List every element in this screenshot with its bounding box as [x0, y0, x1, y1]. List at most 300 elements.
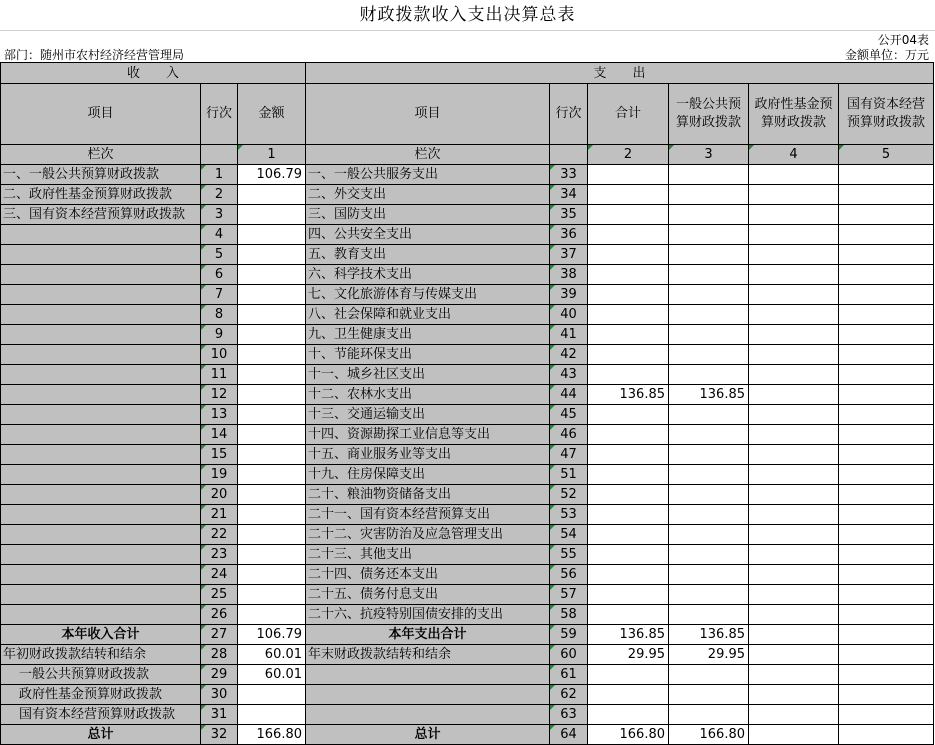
expense-line-cell: 37	[550, 245, 588, 265]
expense-line-cell: 46	[550, 425, 588, 445]
col-general-budget: 一般公共预算财政拨款	[669, 84, 749, 145]
expense-general-cell[interactable]	[669, 525, 749, 545]
expense-total-cell[interactable]	[588, 425, 669, 445]
blank-cell[interactable]	[839, 705, 934, 725]
income-item-cell	[1, 505, 201, 525]
expense-state-capital-cell[interactable]	[839, 405, 934, 425]
expense-item-cell: 一、一般公共服务支出	[306, 165, 550, 185]
income-item-cell	[1, 245, 201, 265]
expense-state-capital-cell[interactable]	[839, 445, 934, 465]
expense-general-cell[interactable]	[669, 365, 749, 385]
income-line-cell: 9	[201, 325, 238, 345]
expense-total-cell[interactable]	[588, 405, 669, 425]
table-row	[1, 445, 934, 465]
income-item-cell	[1, 605, 201, 625]
expense-total-cell[interactable]	[588, 485, 669, 505]
expense-item-cell: 八、社会保障和就业支出	[306, 305, 550, 325]
income-line-cell: 13	[201, 405, 238, 425]
income-line-cell: 14	[201, 425, 238, 445]
table-row	[1, 605, 934, 625]
table-row	[1, 485, 934, 505]
expense-gov-fund-cell[interactable]	[749, 225, 839, 245]
expense-item-cell: 七、文化旅游体育与传媒支出	[306, 285, 550, 305]
expense-state-capital-cell[interactable]	[839, 205, 934, 225]
expense-total-cell[interactable]	[588, 325, 669, 345]
income-total-label: 本年收入合计	[1, 625, 201, 645]
expense-item-cell: 六、科学技术支出	[306, 265, 550, 285]
expense-state-capital-cell[interactable]	[839, 545, 934, 565]
income-item-cell	[1, 485, 201, 505]
expense-state-capital-cell[interactable]	[839, 325, 934, 345]
expense-total-line: 59	[550, 625, 588, 645]
table-row	[1, 265, 934, 285]
table-row	[1, 345, 934, 365]
expense-total-cell[interactable]	[588, 185, 669, 205]
end-gov-fund-line: 62	[550, 685, 588, 705]
expense-item-cell: 十二、农林水支出	[306, 385, 550, 405]
income-line-cell: 8	[201, 305, 238, 325]
income-line-cell: 11	[201, 365, 238, 385]
column-label-expense: 栏次	[306, 145, 550, 165]
expense-item-cell: 二十五、债务付息支出	[306, 585, 550, 605]
expense-item-cell: 二十四、债务还本支出	[306, 565, 550, 585]
expense-general-cell[interactable]	[669, 565, 749, 585]
expense-gov-fund-cell[interactable]	[749, 265, 839, 285]
col-line-income: 行次	[201, 84, 238, 145]
expense-item-cell: 五、教育支出	[306, 245, 550, 265]
expense-total-cell[interactable]	[588, 365, 669, 385]
expense-gov-fund-cell[interactable]	[749, 505, 839, 525]
expense-line-cell: 40	[550, 305, 588, 325]
expense-general-cell[interactable]	[669, 185, 749, 205]
income-item-cell: 一、一般公共预算财政拨款	[1, 165, 201, 185]
income-item-cell	[1, 265, 201, 285]
expense-line-cell: 54	[550, 525, 588, 545]
expense-line-cell: 42	[550, 345, 588, 365]
expense-state-capital-cell[interactable]	[839, 425, 934, 445]
expense-total-cell[interactable]	[588, 505, 669, 525]
grand-expense-line: 64	[550, 725, 588, 745]
expense-line-cell: 51	[550, 465, 588, 485]
table-row	[1, 305, 934, 325]
income-item-cell: 二、政府性基金预算财政拨款	[1, 185, 201, 205]
expense-general-cell[interactable]	[669, 305, 749, 325]
income-header: 收 入	[1, 63, 306, 84]
income-total-amount[interactable]: 106.79	[238, 625, 306, 645]
expense-state-capital-cell[interactable]	[839, 525, 934, 545]
begin-state-capital-amount[interactable]	[238, 705, 306, 725]
income-item-cell	[1, 225, 201, 245]
expense-state-capital-cell[interactable]	[839, 605, 934, 625]
income-item-cell	[1, 305, 201, 325]
income-amount-cell[interactable]	[238, 425, 306, 445]
table-row	[1, 525, 934, 545]
income-amount-cell[interactable]	[238, 385, 306, 405]
col-item-income: 项目	[1, 84, 201, 145]
expense-line-cell: 39	[550, 285, 588, 305]
blank-cell[interactable]	[588, 665, 669, 685]
expense-total-cell[interactable]	[588, 445, 669, 465]
expense-total-cell[interactable]	[588, 605, 669, 625]
column-label-income: 栏次	[1, 145, 201, 165]
expense-gov-fund-cell[interactable]	[749, 585, 839, 605]
expense-line-cell: 35	[550, 205, 588, 225]
grand-total-amount[interactable]: 166.80	[238, 725, 306, 745]
income-item-cell	[1, 565, 201, 585]
expense-total-cell[interactable]	[588, 345, 669, 365]
table-row	[1, 365, 934, 385]
blank-cell[interactable]	[669, 685, 749, 705]
table-row	[1, 405, 934, 425]
expense-total-cell[interactable]	[588, 205, 669, 225]
income-line-cell: 19	[201, 465, 238, 485]
expense-general-cell[interactable]	[669, 405, 749, 425]
income-item-cell	[1, 345, 201, 365]
table-row	[1, 385, 934, 405]
income-line-cell: 2	[201, 185, 238, 205]
expense-general-cell[interactable]	[669, 465, 749, 485]
blank-cell[interactable]	[749, 665, 839, 685]
begin-gov-fund-amount[interactable]	[238, 685, 306, 705]
begin-state-capital-line: 31	[201, 705, 238, 725]
expense-total-cell[interactable]	[588, 585, 669, 605]
expense-gov-fund-cell[interactable]	[749, 485, 839, 505]
expense-item-cell: 二十一、国有资本经营预算支出	[306, 505, 550, 525]
column-number: 1	[238, 145, 306, 165]
summary-row	[1, 725, 934, 745]
income-line-cell: 23	[201, 545, 238, 565]
expense-gov-fund-cell[interactable]	[749, 165, 839, 185]
blank-cell[interactable]	[749, 705, 839, 725]
expense-total-cell[interactable]	[588, 225, 669, 245]
expense-line-cell: 45	[550, 405, 588, 425]
income-amount-cell[interactable]	[238, 525, 306, 545]
expense-general-cell[interactable]	[669, 585, 749, 605]
expense-state-capital-cell[interactable]	[839, 305, 934, 325]
expense-general-cell[interactable]: 136.85	[669, 385, 749, 405]
expense-general-cell[interactable]	[669, 265, 749, 285]
expense-gov-fund-cell[interactable]	[749, 185, 839, 205]
expense-gov-fund-cell[interactable]	[749, 325, 839, 345]
expense-item-cell: 二十二、灾害防治及应急管理支出	[306, 525, 550, 545]
expense-state-capital-cell[interactable]	[839, 585, 934, 605]
carryover-end-line: 60	[550, 645, 588, 665]
expense-general-cell[interactable]	[669, 485, 749, 505]
expense-gov-fund-cell[interactable]	[749, 285, 839, 305]
report-title: 财政拨款收入支出决算总表	[359, 5, 576, 25]
expense-general-cell[interactable]	[669, 425, 749, 445]
grand-expense-gov-fund[interactable]	[749, 725, 839, 745]
income-amount-cell[interactable]	[238, 405, 306, 425]
income-line-cell: 10	[201, 345, 238, 365]
expense-state-capital-cell[interactable]	[839, 565, 934, 585]
begin-gov-fund-label: 政府性基金预算财政拨款	[1, 685, 201, 705]
expense-gov-fund-cell[interactable]	[749, 405, 839, 425]
income-line-cell: 12	[201, 385, 238, 405]
income-amount-cell[interactable]	[238, 585, 306, 605]
expense-item-cell: 二十三、其他支出	[306, 545, 550, 565]
grand-expense-general[interactable]: 166.80	[669, 725, 749, 745]
expense-general-cell[interactable]	[669, 505, 749, 525]
expense-item-cell: 二、外交支出	[306, 185, 550, 205]
income-line-cell: 4	[201, 225, 238, 245]
expense-state-capital-cell[interactable]	[839, 185, 934, 205]
end-state-capital-line: 63	[550, 705, 588, 725]
expense-state-capital-cell[interactable]	[839, 225, 934, 245]
income-amount-cell[interactable]: 106.79	[238, 165, 306, 185]
income-total-line: 27	[201, 625, 238, 645]
income-amount-cell[interactable]	[238, 185, 306, 205]
expense-total-cell[interactable]	[588, 465, 669, 485]
begin-gov-fund-line: 30	[201, 685, 238, 705]
table-row	[1, 285, 934, 305]
blank-cell[interactable]	[669, 705, 749, 725]
expense-general-cell[interactable]	[669, 605, 749, 625]
expense-gov-fund-cell[interactable]	[749, 425, 839, 445]
income-line-cell: 22	[201, 525, 238, 545]
income-line-cell: 26	[201, 605, 238, 625]
expense-total-label: 本年支出合计	[306, 625, 550, 645]
summary-row	[1, 665, 934, 685]
expense-general-cell[interactable]	[669, 205, 749, 225]
income-amount-cell[interactable]	[238, 285, 306, 305]
income-amount-cell[interactable]	[238, 345, 306, 365]
expense-line-cell: 44	[550, 385, 588, 405]
expense-state-capital-cell[interactable]	[839, 365, 934, 385]
expense-state-capital-cell[interactable]	[839, 505, 934, 525]
expense-general-cell[interactable]	[669, 165, 749, 185]
income-line-cell: 20	[201, 485, 238, 505]
income-line-cell: 15	[201, 445, 238, 465]
income-line-cell: 21	[201, 505, 238, 525]
income-amount-cell[interactable]	[238, 485, 306, 505]
expense-line-cell: 33	[550, 165, 588, 185]
grand-expense-total[interactable]: 166.80	[588, 725, 669, 745]
finance-table	[0, 62, 934, 745]
expense-line-cell: 58	[550, 605, 588, 625]
expense-total-gov-fund[interactable]	[749, 625, 839, 645]
carryover-end-general[interactable]: 29.95	[669, 645, 749, 665]
grand-expense-label: 总计	[306, 725, 550, 745]
table-row	[1, 565, 934, 585]
expense-line-cell: 47	[550, 445, 588, 465]
expense-item-cell: 四、公共安全支出	[306, 225, 550, 245]
table-row	[1, 425, 934, 445]
expense-line-cell: 43	[550, 365, 588, 385]
expense-line-cell: 53	[550, 505, 588, 525]
expense-state-capital-cell[interactable]	[839, 165, 934, 185]
carryover-end-state-capital[interactable]	[839, 645, 934, 665]
income-amount-cell[interactable]	[238, 205, 306, 225]
expense-gov-fund-cell[interactable]	[749, 545, 839, 565]
blank-cell	[306, 705, 550, 725]
blank-cell	[306, 665, 550, 685]
expense-gov-fund-cell[interactable]	[749, 245, 839, 265]
expense-general-cell[interactable]	[669, 285, 749, 305]
income-line-cell: 5	[201, 245, 238, 265]
end-general-budget-line: 61	[550, 665, 588, 685]
income-line-cell: 6	[201, 265, 238, 285]
expense-general-cell[interactable]	[669, 245, 749, 265]
expense-item-cell: 十四、资源勘探工业信息等支出	[306, 425, 550, 445]
income-amount-cell[interactable]	[238, 305, 306, 325]
col-amount: 金额	[238, 84, 306, 145]
blank-cell	[550, 145, 588, 165]
table-row	[1, 545, 934, 565]
blank-cell[interactable]	[839, 665, 934, 685]
expense-total-cell[interactable]	[588, 525, 669, 545]
summary-row	[1, 645, 934, 665]
expense-gov-fund-cell[interactable]	[749, 365, 839, 385]
expense-state-capital-cell[interactable]	[839, 265, 934, 285]
blank-cell[interactable]	[588, 685, 669, 705]
column-number: 3	[669, 145, 749, 165]
department-label: 部门：随州市农村经济经营管理局	[4, 48, 185, 62]
income-amount-cell[interactable]	[238, 445, 306, 465]
income-item-cell	[1, 525, 201, 545]
expense-item-cell: 十一、城乡社区支出	[306, 365, 550, 385]
income-item-cell	[1, 585, 201, 605]
expense-state-capital-cell[interactable]	[839, 245, 934, 265]
income-line-cell: 25	[201, 585, 238, 605]
expense-gov-fund-cell[interactable]	[749, 605, 839, 625]
expense-header: 支 出	[306, 63, 934, 84]
expense-general-cell[interactable]	[669, 545, 749, 565]
income-line-cell: 1	[201, 165, 238, 185]
income-amount-cell[interactable]	[238, 505, 306, 525]
col-line-expense: 行次	[550, 84, 588, 145]
blank-cell[interactable]	[588, 705, 669, 725]
expense-item-cell: 十九、住房保障支出	[306, 465, 550, 485]
column-number: 5	[839, 145, 934, 165]
carryover-begin-label: 年初财政拨款结转和结余	[1, 645, 201, 665]
income-amount-cell[interactable]	[238, 565, 306, 585]
summary-row	[1, 625, 934, 645]
expense-general-cell[interactable]	[669, 445, 749, 465]
grand-total-label: 总计	[1, 725, 201, 745]
blank-cell[interactable]	[749, 685, 839, 705]
income-item-cell	[1, 365, 201, 385]
income-item-cell	[1, 325, 201, 345]
expense-total-cell[interactable]	[588, 265, 669, 285]
expense-line-cell: 34	[550, 185, 588, 205]
expense-total-general[interactable]: 136.85	[669, 625, 749, 645]
carryover-begin-line: 28	[201, 645, 238, 665]
expense-line-cell: 38	[550, 265, 588, 285]
expense-total-cell[interactable]: 136.85	[588, 385, 669, 405]
income-item-cell: 三、国有资本经营预算财政拨款	[1, 205, 201, 225]
income-amount-cell[interactable]	[238, 265, 306, 285]
income-item-cell	[1, 405, 201, 425]
expense-total-sum[interactable]: 136.85	[588, 625, 669, 645]
expense-line-cell: 55	[550, 545, 588, 565]
expense-total-cell[interactable]	[588, 545, 669, 565]
income-amount-cell[interactable]	[238, 325, 306, 345]
carryover-end-total[interactable]: 29.95	[588, 645, 669, 665]
grand-expense-state-capital[interactable]	[839, 725, 934, 745]
expense-general-cell[interactable]	[669, 345, 749, 365]
income-line-cell: 3	[201, 205, 238, 225]
expense-item-cell: 二十、粮油物资储备支出	[306, 485, 550, 505]
income-amount-cell[interactable]	[238, 365, 306, 385]
expense-line-cell: 52	[550, 485, 588, 505]
income-amount-cell[interactable]	[238, 545, 306, 565]
col-state-capital: 国有资本经营预算财政拨款	[839, 84, 934, 145]
expense-item-cell: 十、节能环保支出	[306, 345, 550, 365]
expense-item-cell: 九、卫生健康支出	[306, 325, 550, 345]
carryover-end-label: 年末财政拨款结转和结余	[306, 645, 550, 665]
expense-general-cell[interactable]	[669, 225, 749, 245]
begin-state-capital-label: 国有资本经营预算财政拨款	[1, 705, 201, 725]
expense-total-cell[interactable]	[588, 565, 669, 585]
expense-state-capital-cell[interactable]	[839, 285, 934, 305]
income-line-cell: 24	[201, 565, 238, 585]
expense-gov-fund-cell[interactable]	[749, 385, 839, 405]
expense-gov-fund-cell[interactable]	[749, 305, 839, 325]
income-amount-cell[interactable]	[238, 245, 306, 265]
income-item-cell	[1, 425, 201, 445]
table-row	[1, 245, 934, 265]
expense-line-cell: 41	[550, 325, 588, 345]
table-row	[1, 165, 934, 185]
expense-state-capital-cell[interactable]	[839, 385, 934, 405]
expense-gov-fund-cell[interactable]	[749, 445, 839, 465]
col-gov-fund: 政府性基金预算财政拨款	[749, 84, 839, 145]
expense-item-cell: 三、国防支出	[306, 205, 550, 225]
expense-line-cell: 57	[550, 585, 588, 605]
expense-total-cell[interactable]	[588, 245, 669, 265]
income-line-cell: 7	[201, 285, 238, 305]
carryover-end-gov-fund[interactable]	[749, 645, 839, 665]
expense-item-cell: 十五、商业服务业等支出	[306, 445, 550, 465]
unit-label: 金额单位：万元	[844, 48, 929, 62]
expense-gov-fund-cell[interactable]	[749, 205, 839, 225]
table-row	[1, 325, 934, 345]
table-row	[1, 505, 934, 525]
income-amount-cell[interactable]	[238, 605, 306, 625]
expense-item-cell: 十三、交通运输支出	[306, 405, 550, 425]
begin-general-budget-line: 29	[201, 665, 238, 685]
expense-gov-fund-cell[interactable]	[749, 565, 839, 585]
expense-gov-fund-cell[interactable]	[749, 345, 839, 365]
income-amount-cell[interactable]	[238, 225, 306, 245]
expense-total-cell[interactable]	[588, 165, 669, 185]
expense-total-cell[interactable]	[588, 305, 669, 325]
grand-total-line: 32	[201, 725, 238, 745]
blank-cell[interactable]	[669, 665, 749, 685]
expense-line-cell: 56	[550, 565, 588, 585]
begin-general-budget-amount[interactable]: 60.01	[238, 665, 306, 685]
col-total: 合计	[588, 84, 669, 145]
column-number: 4	[749, 145, 839, 165]
expense-state-capital-cell[interactable]	[839, 485, 934, 505]
expense-gov-fund-cell[interactable]	[749, 465, 839, 485]
table-row	[1, 585, 934, 605]
expense-state-capital-cell[interactable]	[839, 345, 934, 365]
column-number: 2	[588, 145, 669, 165]
title-divider	[0, 30, 935, 31]
expense-total-cell[interactable]	[588, 285, 669, 305]
expense-gov-fund-cell[interactable]	[749, 525, 839, 545]
income-item-cell	[1, 285, 201, 305]
income-amount-cell[interactable]	[238, 465, 306, 485]
blank-cell[interactable]	[839, 685, 934, 705]
expense-state-capital-cell[interactable]	[839, 465, 934, 485]
summary-row	[1, 685, 934, 705]
expense-total-state-capital[interactable]	[839, 625, 934, 645]
carryover-begin-amount[interactable]: 60.01	[238, 645, 306, 665]
expense-general-cell[interactable]	[669, 325, 749, 345]
